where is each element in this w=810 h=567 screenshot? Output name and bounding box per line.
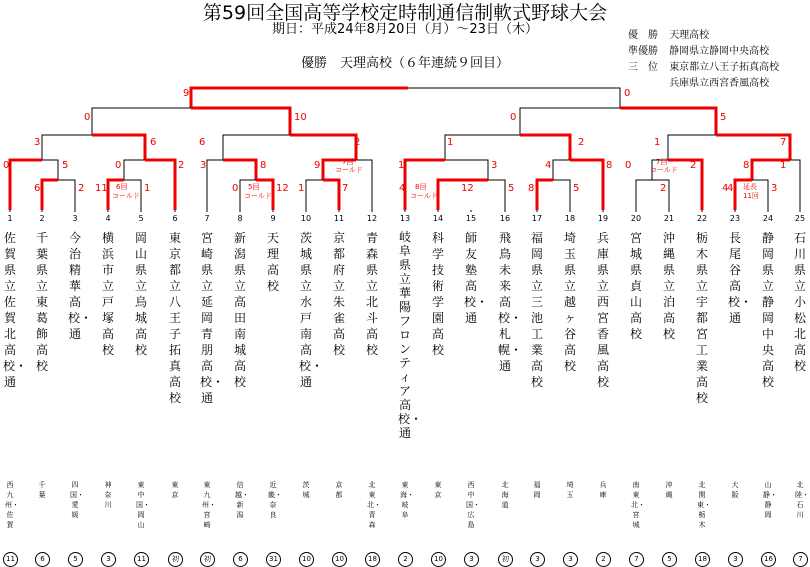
region-label: 西九州・佐賀 [5,481,19,529]
team-column [789,230,810,563]
svg-text:1: 1 [144,183,151,194]
school-name: 静岡県立静岡中央高校 [761,231,774,389]
svg-text:1: 1 [398,160,405,171]
team-column [164,230,186,563]
team-number: 8 [237,214,243,223]
school-name: 岡山県立烏城高校 [134,231,147,357]
school-name: 沖縄県立泊高校 [662,231,675,341]
svg-text:5: 5 [720,112,727,123]
team-number: 6 [172,214,178,223]
school-name: 千葉県立東葛飾高校 [35,231,48,373]
score-final-left: 9 [183,88,190,99]
svg-text:0: 0 [84,112,91,123]
school-name: 飛鳥未来高校・札幌・通 [498,231,523,373]
svg-text:7回: 7回 [342,158,354,166]
svg-text:5: 5 [62,160,69,171]
svg-text:3: 3 [34,137,41,148]
team-number: 4 [105,214,111,223]
score-final-right: 0 [624,88,631,99]
team-column [229,230,251,563]
semi2-right-line [620,108,716,135]
svg-text:11回: 11回 [743,192,759,200]
appearance-count-badge: 初 [200,552,215,567]
result-label: 準優勝 [628,46,658,57]
team-column [625,230,647,563]
team-number: 1 [7,214,13,223]
school-name: 埼玉県立越ヶ谷高校 [563,231,576,373]
svg-text:コールド: コールド [335,166,363,174]
appearance-count-badge: 31 [266,552,281,567]
svg-text:8回: 8回 [415,183,427,191]
svg-text:12: 12 [461,183,474,194]
team-column [526,230,548,563]
svg-text:3: 3 [771,183,778,194]
final-left-line [191,88,408,108]
school-name: 科学技術学園高校 [431,231,444,357]
svg-text:8: 8 [743,160,750,171]
region-label: 近畿・奈良 [268,481,282,519]
appearance-count-badge: 3 [563,552,578,567]
semi2-left-line [520,108,620,135]
team-column [130,230,152,563]
team-number: 12 [366,214,378,223]
svg-text:5: 5 [508,183,515,194]
team-column [97,230,119,563]
appearance-count-badge: 3 [101,552,116,567]
team-column [494,230,523,563]
appearance-count-badge: 2 [398,552,413,567]
result-school: 兵庫県立西宮香風高校 [669,78,770,89]
region-label: 大阪 [731,481,739,499]
appearance-count-badge: 6 [233,552,248,567]
region-label: 東九州・宮崎 [202,481,216,529]
team-number: 7 [204,214,210,223]
svg-text:2: 2 [690,160,697,171]
svg-text:4: 4 [722,183,729,194]
team-number: 3 [72,214,78,223]
team-column [361,230,383,563]
svg-text:12: 12 [276,183,289,194]
region-label: 北海道 [501,481,509,509]
page-title: 第59回全国高等学校定時制通信制軟式野球大会 [202,2,608,24]
region-label: 四国・愛媛 [70,481,84,519]
team-column [658,230,680,563]
school-name: 東京都立八王子拓真高校 [168,231,181,405]
svg-text:4: 4 [399,183,406,194]
svg-text:1: 1 [298,183,305,194]
svg-text:3: 3 [200,160,207,171]
team-number: 25 [794,214,806,223]
region-label: 東京 [434,481,442,499]
team-number: 16 [499,214,511,223]
team-number: 17 [531,214,543,223]
svg-text:1: 1 [654,137,661,148]
team-column [31,230,53,563]
school-name: 宮崎県立延岡青朋高校・通 [200,231,225,405]
svg-text:5: 5 [573,183,580,194]
team-column [64,230,93,563]
appearance-count-badge: 11 [3,552,18,567]
appearance-count-badge: 3 [530,552,545,567]
team-column [724,230,753,563]
svg-text:8: 8 [606,160,613,171]
region-label: 千葉 [38,481,46,499]
school-name: 石川県立小松北高校 [793,231,806,373]
svg-text:6: 6 [199,137,206,148]
region-label: 南東北・宮城 [631,481,645,529]
region-label: 北陸・石川 [795,481,809,519]
svg-text:6: 6 [150,137,157,148]
svg-text:9: 9 [314,160,321,171]
school-name: 新潟県立高田南城高校 [233,231,246,389]
svg-text:延長: 延長 [743,183,757,191]
svg-text:7: 7 [780,137,787,148]
team-number: 19 [597,214,609,223]
team-number: 2 [39,214,45,223]
appearance-count-badge: 3 [464,552,479,567]
appearance-count-badge: 18 [695,552,710,567]
svg-text:8: 8 [528,183,535,194]
team-column [295,230,324,563]
appearance-count-badge: 10 [431,552,446,567]
semi1-right-line [191,108,290,135]
region-label: 福岡 [533,481,541,499]
appearance-count-badge: 10 [299,552,314,567]
school-name: 福岡県立三池工業高校 [530,231,543,389]
svg-text:2: 2 [578,137,585,148]
team-number: 14 [432,214,444,223]
svg-text:2: 2 [660,183,667,194]
school-name: 長尾谷高校・通 [728,231,753,325]
team-number: 18 [564,214,576,223]
region-label: 東海・岐阜 [400,481,414,519]
team-number: 9 [270,214,276,223]
team-number: 13 [399,214,411,223]
team-number: 24 [762,214,774,223]
region-label: 神奈川 [104,481,112,509]
svg-text:7回: 7回 [656,158,668,166]
team-number: 21 [663,214,675,223]
svg-text:コールド: コールド [650,166,678,174]
team-column [0,230,28,563]
svg-text:8: 8 [260,160,267,171]
svg-text:コールド: コールド [112,192,140,200]
region-label: 埼玉 [566,481,574,499]
school-name: 宮城県貞山高校 [629,231,642,341]
appearance-count-badge: 7 [629,552,644,567]
svg-text:2: 2 [354,137,361,148]
svg-text:0: 0 [115,160,122,171]
svg-text:6: 6 [34,183,41,194]
region-label: 西中国・広島 [466,481,480,529]
team-number: 22 [696,214,708,223]
team-column [394,230,423,563]
school-name: 兵庫県立西宮香風高校 [596,231,609,389]
svg-text:0: 0 [510,112,517,123]
team-column [262,230,284,563]
school-name: 今治精華高校・通 [68,231,93,341]
team-numbers [7,210,805,223]
result-school: 天理高校 [669,30,710,41]
team-column [559,230,581,563]
appearance-count-badge: 5 [68,552,83,567]
school-name: 横浜市立戸塚高校 [101,231,114,357]
team-column [427,230,449,563]
svg-text:0: 0 [3,160,10,171]
appearance-count-badge: 初 [498,552,513,567]
school-name: 岐阜県立華陽フロンティア高校・通 [398,230,423,440]
team-column [460,230,489,563]
svg-text:0: 0 [625,160,632,171]
champion-banner: 優勝 天理高校（６年連続９回目） [300,56,509,71]
team-number: 11 [333,214,345,223]
region-label: 兵庫 [599,481,607,499]
result-school: 静岡県立静岡中央高校 [669,46,770,57]
svg-text:0: 0 [232,183,239,194]
svg-text:10: 10 [294,112,307,123]
region-label: 東京 [171,481,179,499]
school-name: 栃木県立宇都宮工業高校 [695,231,708,405]
svg-text:2: 2 [178,160,185,171]
svg-text:4: 4 [727,183,734,194]
svg-text:5回: 5回 [248,183,260,191]
team-number: 15 [465,214,477,223]
team-number: 23 [729,214,741,223]
team-number: 5 [138,214,144,223]
tournament-dates: 期日：平成24年8月20日（月）～23日（木） [272,22,538,37]
result-label: 三 位 [628,62,658,73]
region-label: 信越・新潟 [235,481,249,519]
appearance-count-badge: 10 [332,552,347,567]
svg-text:7: 7 [342,183,349,194]
team-column [691,230,713,563]
region-label: 北東北・青森 [367,481,381,529]
svg-text:1: 1 [447,137,454,148]
team-column [328,230,350,563]
appearance-count-badge: 3 [728,552,743,567]
region-label: 北関東・栃木 [697,481,711,529]
region-label: 京都 [335,481,343,499]
team-number: 10 [300,214,312,223]
region-label: 東中国・岡山 [136,481,150,529]
final-right-line [408,88,620,108]
svg-text:3: 3 [491,160,498,171]
svg-text:11: 11 [95,183,108,194]
appearance-count-badge: 5 [662,552,677,567]
team-column [592,230,614,563]
semi1-left-line [92,108,191,135]
region-label: 沖縄 [665,481,673,499]
school-name: 佐賀県立佐賀北高校・通 [3,231,28,389]
school-name: 青森県立北斗高校 [365,231,378,357]
region-label: 茨城 [302,481,310,499]
appearance-count-badge: 11 [134,552,149,567]
svg-text:4: 4 [545,160,552,171]
school-name: 茨城県立水戸南高校・通 [299,231,324,389]
region-label: 山静・静岡 [763,481,777,519]
svg-text:1: 1 [780,160,787,171]
appearance-count-badge: 16 [761,552,776,567]
svg-text:コールド: コールド [244,192,272,200]
appearance-count-badge: 初 [168,552,183,567]
school-name: 天理高校 [266,231,279,293]
appearance-count-badge: 18 [365,552,380,567]
team-column [196,230,225,563]
result-label: 優 勝 [628,30,658,41]
school-name: 京都府立朱雀高校 [332,231,345,357]
team-number: 20 [630,214,642,223]
appearance-count-badge: 7 [793,552,808,567]
school-name: 師友塾高校・通 [464,231,489,325]
svg-text:コールド: コールド [410,192,438,200]
svg-text:2: 2 [78,183,85,194]
appearance-count-badge: 6 [35,552,50,567]
team-column [757,230,779,563]
svg-text:6回: 6回 [116,183,128,191]
appearance-count-badge: 2 [596,552,611,567]
result-school: 東京都立八王子拓真高校 [669,62,780,73]
